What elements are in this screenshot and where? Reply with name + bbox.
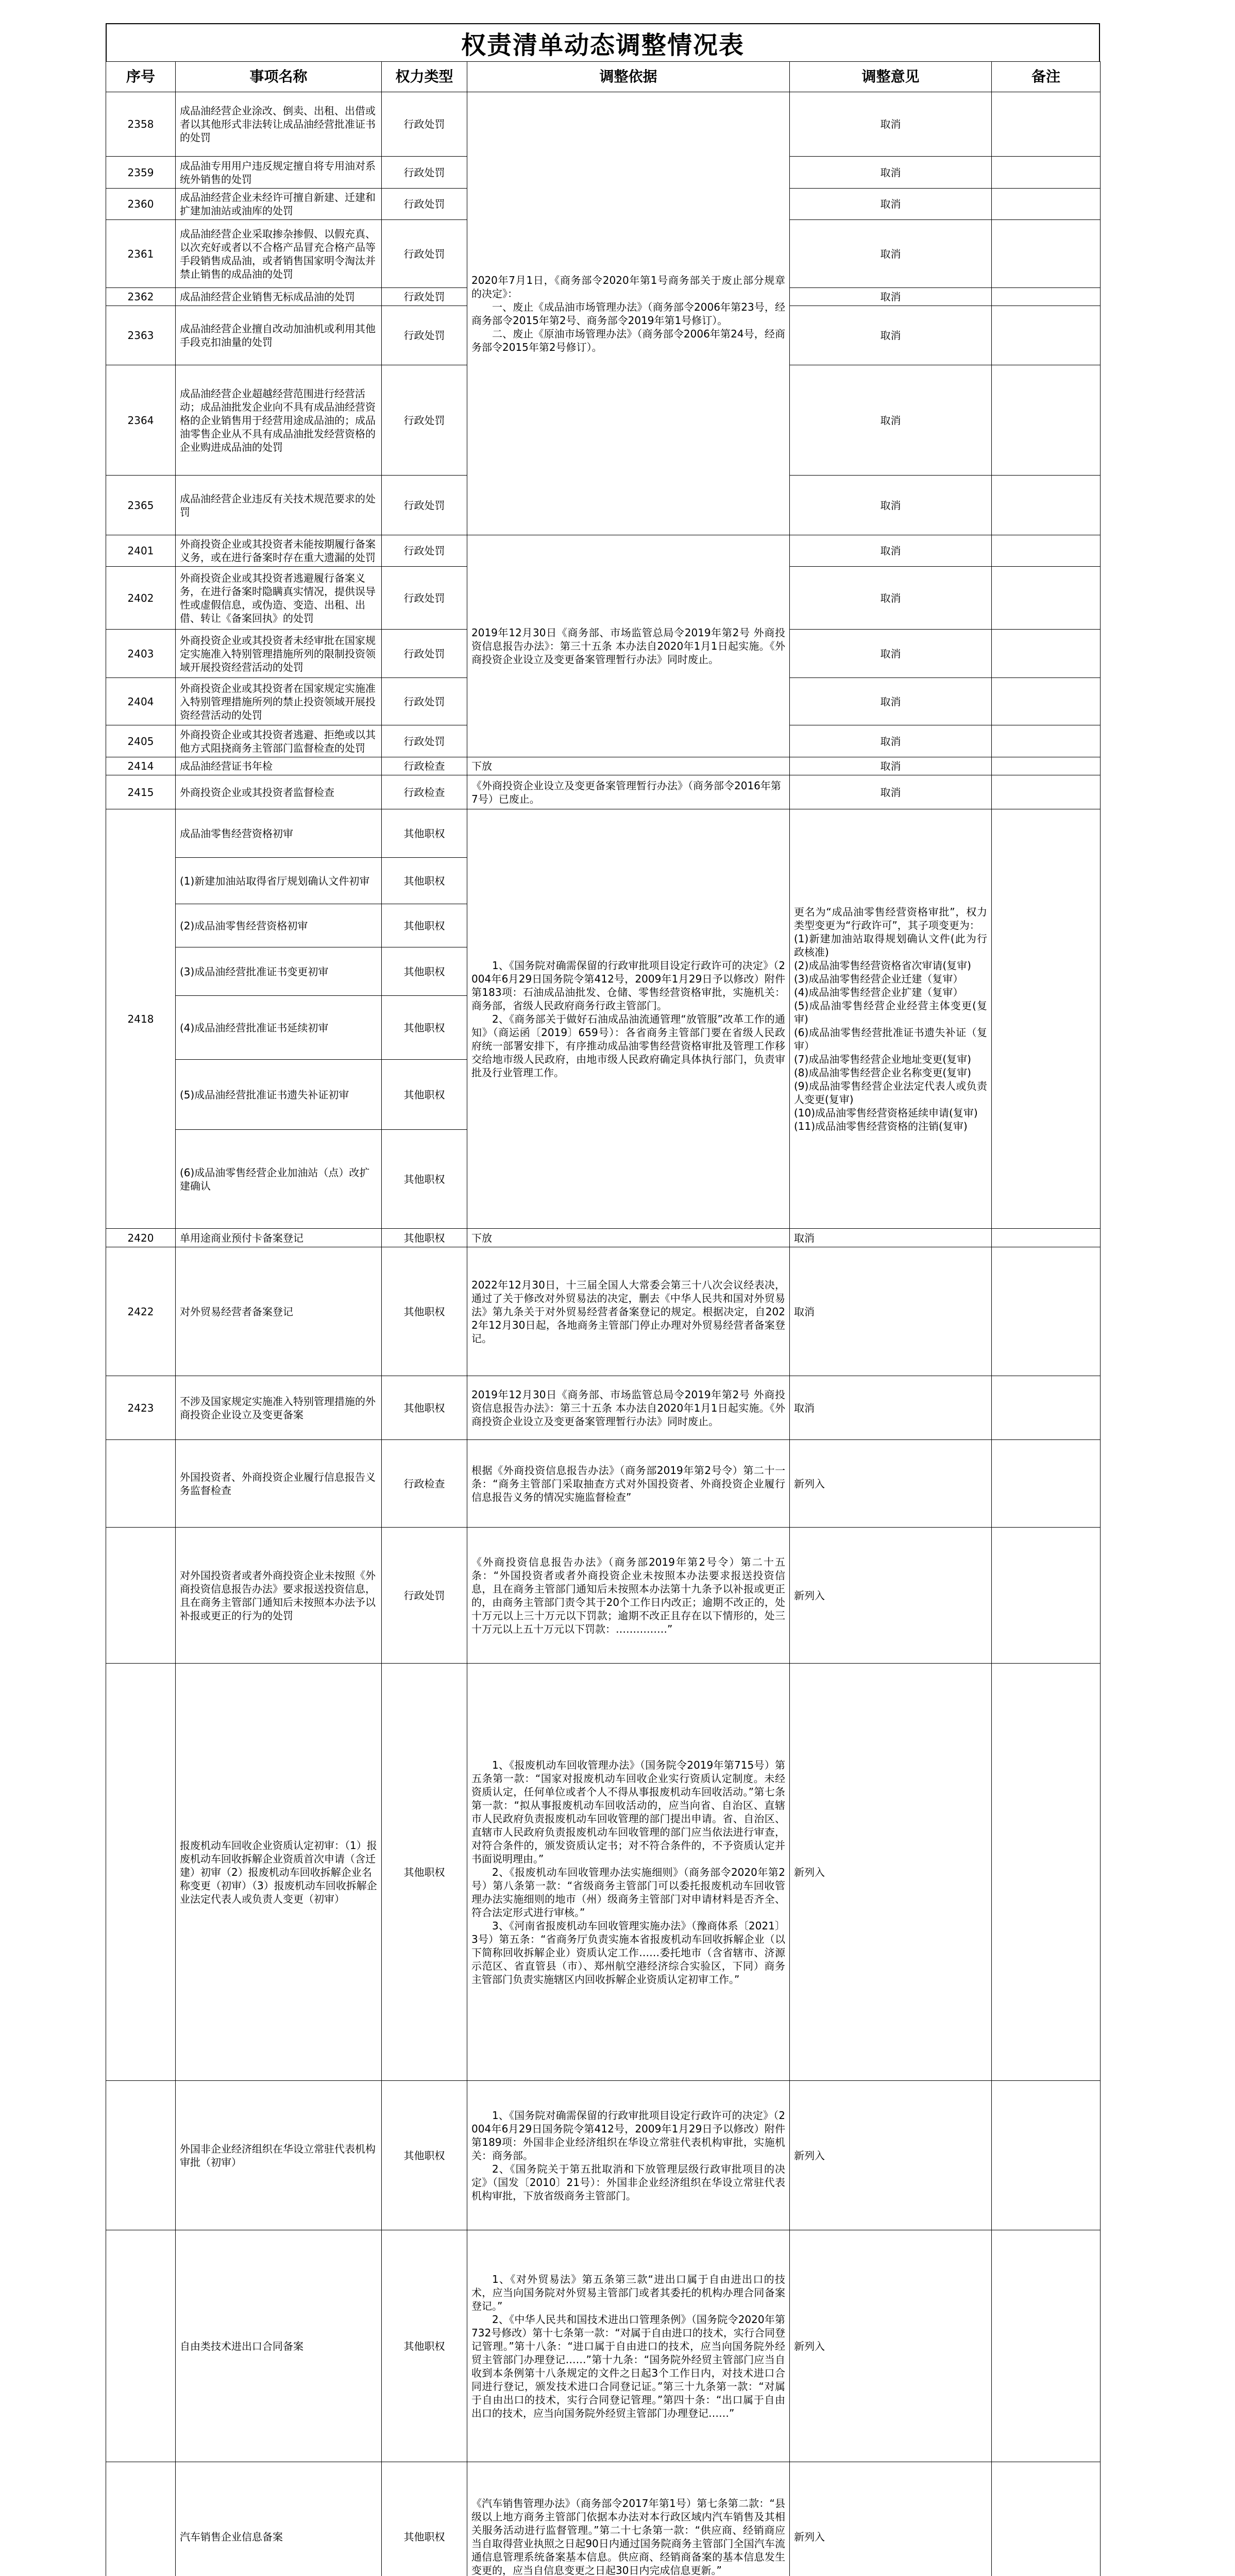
opinion-line: (2)成品油零售经营资格省次审请(复审) [794, 959, 971, 972]
header-opinion: 调整意见 [790, 62, 992, 92]
row-type: 其他职权 [382, 858, 467, 904]
row-id: 2423 [106, 1376, 176, 1440]
row-opinion: 新列入 [790, 2462, 992, 2576]
row-opinion: 取消 [790, 567, 992, 630]
row-basis [467, 2081, 790, 2230]
row-remark [992, 757, 1101, 775]
row-id: 2403 [106, 630, 176, 678]
row-remark [992, 1528, 1101, 1664]
opinion-line: (11)成品油零售经营资格的注销(复审) [794, 1120, 968, 1132]
row-id [106, 1440, 176, 1528]
row-type: 其他职权 [382, 996, 467, 1060]
row-id: 2362 [106, 288, 176, 306]
row-type: 行政处罚 [382, 535, 467, 567]
row-name: 成品油经营企业销售无标成品油的处罚 [176, 288, 382, 306]
row-name: 自由类技术进出口合同备案 [176, 2230, 382, 2462]
row-name: 成品油经营企业采取掺杂掺假、以假充真、以次充好或者以不合格产品冒充合格产品等手段销售成品油，或者销售国家明令淘汰并禁止销售的成品油的处罚 [176, 220, 382, 288]
opinion-line: 更名为“成品油零售经营资格审批”，权力类型变更为“行政许可”，其子项变更为： [794, 905, 987, 931]
row-type: 其他职权 [382, 2462, 467, 2576]
table-row [106, 757, 1101, 775]
row-remark [992, 535, 1101, 567]
row-opinion: 取消 [790, 92, 992, 157]
row-id: 2414 [106, 757, 176, 775]
row-name: 成品油经营企业涂改、倒卖、出租、出借或者以其他形式非法转让成品油经营批准证书的处罚 [176, 92, 382, 157]
row-remark [992, 567, 1101, 630]
row-remark [992, 306, 1101, 365]
row-opinion: 取消 [790, 220, 992, 288]
row-type: 其他职权 [382, 1130, 467, 1229]
row-opinion: 取消 [790, 1247, 992, 1376]
row-id: 2360 [106, 189, 176, 220]
row-id: 2420 [106, 1229, 176, 1247]
row-opinion: 新列入 [790, 1440, 992, 1528]
row-name: 不涉及国家规定实施准入特别管理措施的外商投资企业设立及变更备案 [176, 1376, 382, 1440]
opinion-line: (9)成品油零售经营企业法定代表人或负责人变更(复审) [794, 1079, 987, 1106]
basis-line: 1、《国务院对确需保留的行政审批项目设定行政许可的决定》（2004年6月29日国务院令第412号，2009年1月29日予以修改）附件第189项：外国非企业经济组织在华设立常驻代表机构审批，实施机关：商务部。 [471, 2109, 785, 2162]
row-opinion: 取消 [790, 678, 992, 725]
row-opinion: 取消 [790, 288, 992, 306]
basis-line: 2、《中华人民共和国技术进出口管理条例》（国务院令2020年第732号修改）第十七条第一款：“对属于自由进口的技术，实行合同登记管理。”第十八条：“进口属于自由进口的技术，应当向国务院外经贸主管部门办理登记……”第十九条：“国务院外经贸主管部门应当自收到本条例第十八条规定的文件之日起3个工作日内，对技术进口合同进行登记，颁发技术进口合同登记证。”第三十九条第一款：“对属于自由出口的技术，实行合同登记管理。”第四十条：“出口属于自由出口的技术，应当向国务院外经贸主管部门办理登记……” [471, 2313, 785, 2419]
row-type: 行政处罚 [382, 157, 467, 189]
row-type: 其他职权 [382, 1229, 467, 1247]
table-row [106, 1528, 1101, 1664]
row-name: 报废机动车回收企业资质认定初审：（1）报废机动车回收拆解企业资质首次申请（含迁建）初审（2）报废机动车回收拆解企业名称变更（初审）（3）报废机动车回收拆解企业法定代表人或负责人变更（初审） [176, 1664, 382, 2081]
row-name: 成品油经营企业未经许可擅自新建、迁建和扩建加油站或油库的处罚 [176, 189, 382, 220]
row-type: 行政处罚 [382, 630, 467, 678]
row-name: 外国非企业经济组织在华设立常驻代表机构审批（初审） [176, 2081, 382, 2230]
row-name: 外国投资者、外商投资企业履行信息报告义务监督检查 [176, 1440, 382, 1528]
row-opinion: 取消 [790, 1376, 992, 1440]
row-type: 行政处罚 [382, 189, 467, 220]
row-opinion: 取消 [790, 306, 992, 365]
row-type: 行政处罚 [382, 678, 467, 725]
document-sheet [106, 23, 1100, 2576]
row-id: 2363 [106, 306, 176, 365]
table-row [106, 92, 1101, 157]
header-basis: 调整依据 [467, 62, 790, 92]
opinion-line: (7)成品油零售经营企业地址变更(复审) [794, 1053, 971, 1065]
row-name: 对外贸易经营者备案登记 [176, 1247, 382, 1376]
basis-line: 1、《对外贸易法》第五条第三款“进出口属于自由进出口的技术，应当向国务院对外贸易主管部门或者其委托的机构办理合同备案登记。” [471, 2273, 785, 2312]
row-name: 外商投资企业或其投资者在国家规定实施准入特别管理措施所列的禁止投资领域开展投资经营活动的处罚 [176, 678, 382, 725]
row-remark [992, 1229, 1101, 1247]
page-title: 权责清单动态调整情况表 [106, 23, 1100, 61]
row-basis: 《外商投资信息报告办法》（商务部2019年第2号令）第二十五条：“外国投资者或者外商投资企业未按照本办法要求报送投资信息，且在商务主管部门通知后未按照本办法第十九条予以补报或更正的，由商务主管部门责令其于20个工作日内改正；逾期不改正的，处十万元以上三十万元以下罚款；逾期不改正且存在以下情形的，处三十万元以上五十万元以下罚款：……………” [467, 1528, 790, 1664]
row-type: 其他职权 [382, 809, 467, 858]
row-opinion: 取消 [790, 725, 992, 757]
table-row [106, 535, 1101, 567]
table-row [106, 2462, 1101, 2576]
row-opinion: 取消 [790, 775, 992, 809]
header-type: 权力类型 [382, 62, 467, 92]
row-type: 行政检查 [382, 1440, 467, 1528]
row-basis: 2022年12月30日，十三届全国人大常委会第三十八次会议经表决，通过了关于修改对外贸易法的决定，删去《中华人民共和国对外贸易法》第九条关于对外贸易经营者备案登记的规定。根据决定，自2022年12月30日起，各地商务主管部门停止办理对外贸易经营者备案登记。 [467, 1247, 790, 1376]
basis-line: 2、《商务部关于做好石油成品油流通管理“放管服”改革工作的通知》（商运函〔2019〕659号）：各省商务主管部门要在省级人民政府统一部署安排下，有序推动成品油零售经营资格审批及管理工作移交给地市级人民政府，由地市级人民政府确定具体执行部门，负责审批及行业管理工作。 [471, 1012, 785, 1079]
row-id [106, 1528, 176, 1664]
row-remark [992, 1440, 1101, 1528]
row-type: 其他职权 [382, 1060, 467, 1130]
row-id [106, 2230, 176, 2462]
row-id [106, 1664, 176, 2081]
table-row [106, 2230, 1101, 2462]
row-type: 其他职权 [382, 2230, 467, 2462]
row-remark [992, 92, 1101, 157]
row-type: 其他职权 [382, 2081, 467, 2230]
row-opinion: 取消 [790, 757, 992, 775]
row-type: 行政处罚 [382, 567, 467, 630]
row-name: 成品油经营企业擅自改动加油机或利用其他手段克扣油量的处罚 [176, 306, 382, 365]
table-row [106, 1229, 1101, 1247]
row-name: 单用途商业预付卡备案登记 [176, 1229, 382, 1247]
row-sub-name: (2)成品油零售经营资格初审 [176, 904, 382, 947]
opinion-line: (10)成品油零售经营资格延续申请(复审) [794, 1106, 978, 1119]
row-id [106, 2462, 176, 2576]
row-remark [992, 220, 1101, 288]
row-remark [992, 1376, 1101, 1440]
opinion-line: (3)成品油零售经营企业迁建（复审） [794, 972, 963, 985]
opinion-line: (1)新建加油站取得规划确认文件(此为行政核准) [794, 932, 987, 958]
row-remark [992, 678, 1101, 725]
row-id: 2402 [106, 567, 176, 630]
row-name: 成品油经营企业违反有关技术规范要求的处罚 [176, 476, 382, 535]
table-row [106, 1376, 1101, 1440]
row-opinion: 新列入 [790, 2081, 992, 2230]
row-name: 成品油专用用户违反规定擅自将专用油对系统外销售的处罚 [176, 157, 382, 189]
row-id: 2401 [106, 535, 176, 567]
row-sub-name: (4)成品油经营批准证书延续初审 [176, 996, 382, 1060]
row-opinion: 取消 [790, 476, 992, 535]
basis-line: 3、《河南省报废机动车回收管理实施办法》（豫商体系〔2021〕3号）第五条：“省商务厅负责实施本省报废机动车回收拆解企业（以下简称回收拆解企业）资质认定工作……委托地市（含省辖市、济源示范区、省直管县（市）、郑州航空港经济综合实验区，下同）商务主管部门负责实施辖区内回收拆解企业资质认定初审工作。” [471, 1919, 785, 1986]
row-basis [467, 2230, 790, 2462]
row-basis [467, 1664, 790, 2081]
row-sub-name: (1)新建加油站取得省厅规划确认文件初审 [176, 858, 382, 904]
row-basis: 根据《外商投资信息报告办法》（商务部2019年第2号令）第二十一条：“商务主管部门采取抽查方式对外国投资者、外商投资企业履行信息报告义务的情况实施监督检查” [467, 1440, 790, 1528]
table-header-row [106, 62, 1101, 92]
basis-line: 2020年7月1日，《商务部令2020年第1号商务部关于废止部分规章的决定》： [471, 274, 785, 300]
row-id: 2415 [106, 775, 176, 809]
row-opinion: 新列入 [790, 2230, 992, 2462]
row-remark [992, 2230, 1101, 2462]
row-id: 2364 [106, 365, 176, 476]
row-basis: 下放 [467, 1229, 790, 1247]
row-opinion: 取消 [790, 189, 992, 220]
row-basis: 2019年12月30日《商务部、市场监管总局令2019年第2号 外商投资信息报告办法》：第三十五条 本办法自2020年1月1日起实施。《外商投资企业设立及变更备案管理暂行办法》同时废止。 [467, 1376, 790, 1440]
row-id: 2422 [106, 1247, 176, 1376]
row-id: 2404 [106, 678, 176, 725]
basis-line: 1、《国务院对确需保留的行政审批项目设定行政许可的决定》（2004年6月29日国务院令第412号，2009年1月29日予以修改）附件第183项：石油成品油批发、仓储、零售经营资格审批，实施机关：商务部，省级人民政府商务行政主管部门。 [471, 959, 785, 1012]
row-opinion: 新列入 [790, 1664, 992, 2081]
row-remark [992, 2081, 1101, 2230]
row-name: 外商投资企业或其投资者监督检查 [176, 775, 382, 809]
row-name: 外商投资企业或其投资者未能按期履行备案义务，或在进行备案时存在重大遗漏的处罚 [176, 535, 382, 567]
row-opinion: 取消 [790, 157, 992, 189]
row-name: 外商投资企业或其投资者逃避履行备案义务，在进行备案时隐瞒真实情况，提供误导性或虚假信息，或伪造、变造、出租、出借、转让《备案回执》的处罚 [176, 567, 382, 630]
row-id: 2405 [106, 725, 176, 757]
row-type: 行政处罚 [382, 365, 467, 476]
row-name: 汽车销售企业信息备案 [176, 2462, 382, 2576]
row-type: 行政检查 [382, 757, 467, 775]
row-sub-name: (3)成品油经营批准证书变更初审 [176, 947, 382, 996]
row-type: 行政处罚 [382, 220, 467, 288]
row-id: 2361 [106, 220, 176, 288]
row-basis-2418 [467, 809, 790, 1229]
table-row [106, 1247, 1101, 1376]
basis-line: 二、废止《原油市场管理办法》（商务部令2006年第24号，经商务部令2015年第2号修订）。 [471, 327, 785, 353]
row-id: 2359 [106, 157, 176, 189]
row-remark [992, 157, 1101, 189]
opinion-line: (5)成品油零售经营企业经营主体变更(复审) [794, 999, 987, 1025]
row-type: 其他职权 [382, 1247, 467, 1376]
row-remark [992, 630, 1101, 678]
row-type: 其他职权 [382, 1664, 467, 2081]
table-row [106, 1664, 1101, 2081]
row-basis: 《外商投资企业设立及变更备案管理暂行办法》（商务部令2016年第7号）已废止。 [467, 775, 790, 809]
basis-line: 1、《报废机动车回收管理办法》（国务院令2019年第715号）第五条第一款：“国家对报废机动车回收企业实行资质认定制度。未经资质认定，任何单位或者个人不得从事报废机动车回收活动。”第七条第一款：“拟从事报废机动车回收活动的，应当向省、自治区、直辖市人民政府负责报废机动车回收管理的部门提出申请。省、自治区、直辖市人民政府负责报废机动车回收管理的部门应当依法进行审查，对符合条件的，颁发资质认定书；对不符合条件的，不予资质认定并书面说明理由。” [471, 1758, 785, 1865]
basis-line: 2、《报废机动车回收管理办法实施细则》（商务部令2020年第2号）第八条第一款：“省级商务主管部门可以委托报废机动车回收管理办法实施细则的地市（州）级商务主管部门对申请材料是否齐全、符合法定形式进行审核。” [471, 1866, 785, 1919]
row-type: 其他职权 [382, 947, 467, 996]
row-type: 行政检查 [382, 775, 467, 809]
basis-line: 2、《国务院关于第五批取消和下放管理层级行政审批项目的决定》（国发〔2010〕21号）：外国非企业经济组织在华设立常驻代表机构审批，下放省级商务主管部门。 [471, 2162, 785, 2202]
row-opinion: 取消 [790, 630, 992, 678]
opinion-line: (8)成品油零售经营企业名称变更(复审) [794, 1066, 971, 1079]
row-remark [992, 476, 1101, 535]
table-row [106, 775, 1101, 809]
row-opinion: 取消 [790, 1229, 992, 1247]
row-remark [992, 189, 1101, 220]
row-type: 行政处罚 [382, 92, 467, 157]
row-remark [992, 365, 1101, 476]
row-type: 行政处罚 [382, 306, 467, 365]
table-row [106, 809, 1101, 858]
row-opinion: 取消 [790, 535, 992, 567]
row-id: 2418 [106, 809, 176, 1229]
header-remark: 备注 [992, 62, 1101, 92]
table-row [106, 1440, 1101, 1528]
row-type: 行政处罚 [382, 476, 467, 535]
row-basis: 下放 [467, 757, 790, 775]
row-opinion: 取消 [790, 365, 992, 476]
row-opinion-2418 [790, 809, 992, 1229]
row-id: 2365 [106, 476, 176, 535]
opinion-line: (4)成品油零售经营企业扩建（复审） [794, 986, 963, 998]
row-remark [992, 2462, 1101, 2576]
row-basis: 《汽车销售管理办法》（商务部令2017年第1号）第七条第二款：“县级以上地方商务主管部门依据本办法对本行政区域内汽车销售及其相关服务活动进行监督管理。”第二十七条第一款：“供应商、经销商应当自取得营业执照之日起90日内通过国务院商务主管部门全国汽车流通信息管理系统备案基本信息。供应商、经销商备案的基本信息发生变更的，应当自信息变更之日起30日内完成信息更新。” [467, 2462, 790, 2576]
opinion-line: (6)成品油零售经营批准证书遗失补证（复审） [794, 1026, 987, 1052]
row-remark [992, 725, 1101, 757]
row-type: 行政处罚 [382, 725, 467, 757]
row-basis-group-b: 2019年12月30日《商务部、市场监管总局令2019年第2号 外商投资信息报告办法》：第三十五条 本办法自2020年1月1日起实施。《外商投资企业设立及变更备案管理暂行办法》同时废止。 [467, 535, 790, 757]
table-row [106, 2081, 1101, 2230]
header-id: 序号 [106, 62, 176, 92]
row-type: 其他职权 [382, 904, 467, 947]
row-type: 行政处罚 [382, 288, 467, 306]
row-remark [992, 288, 1101, 306]
row-type: 行政处罚 [382, 1528, 467, 1664]
row-sub-name: (6)成品油零售经营企业加油站（点）改扩建确认 [176, 1130, 382, 1229]
row-sub-name: 成品油零售经营资格初审 [176, 809, 382, 858]
adjustment-table [106, 61, 1101, 2576]
row-opinion: 新列入 [790, 1528, 992, 1664]
row-id: 2358 [106, 92, 176, 157]
row-sub-name: (5)成品油经营批准证书遗失补证初审 [176, 1060, 382, 1130]
row-type: 其他职权 [382, 1376, 467, 1440]
row-remark [992, 775, 1101, 809]
row-remark [992, 1247, 1101, 1376]
row-name: 外商投资企业或其投资者未经审批在国家规定实施准入特别管理措施所列的限制投资领域开展投资经营活动的处罚 [176, 630, 382, 678]
row-name: 外商投资企业或其投资者逃避、拒绝或以其他方式阻挠商务主管部门监督检查的处罚 [176, 725, 382, 757]
row-basis-group-a [467, 92, 790, 535]
row-id [106, 2081, 176, 2230]
row-name: 对外国投资者或者外商投资企业未按照《外商投资信息报告办法》要求报送投资信息，且在商务主管部门通知后未按照本办法予以补报或更正的行为的处罚 [176, 1528, 382, 1664]
header-name: 事项名称 [176, 62, 382, 92]
basis-line: 一、废止《成品油市场管理办法》（商务部令2006年第23号，经商务部令2015年第2号、商务部令2019年第1号修订）。 [471, 300, 785, 327]
row-name: 成品油经营证书年检 [176, 757, 382, 775]
row-remark [992, 809, 1101, 1229]
row-remark [992, 1664, 1101, 2081]
row-name: 成品油经营企业超越经营范围进行经营活动；成品油批发企业向不具有成品油经营资格的企业销售用于经营用途成品油的；成品油零售企业从不具有成品油批发经营资格的企业购进成品油的处罚 [176, 365, 382, 476]
